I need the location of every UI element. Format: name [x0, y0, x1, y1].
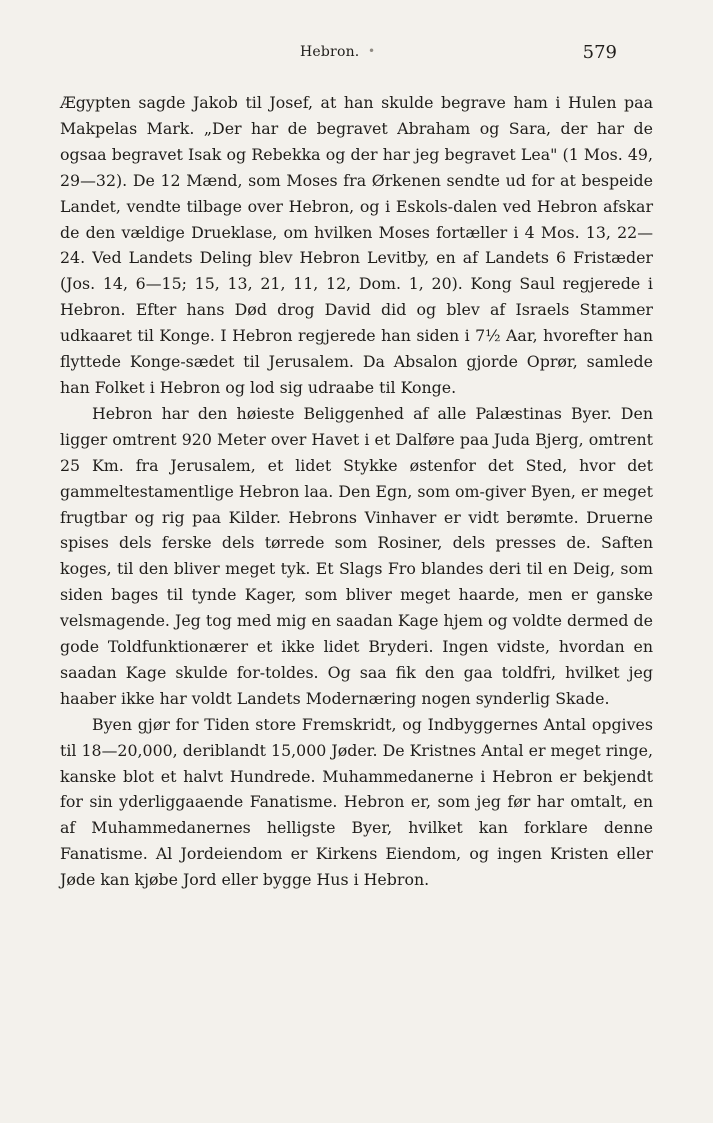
page-number: 579	[582, 42, 617, 63]
header-dot: •	[368, 44, 376, 58]
running-title: Hebron.	[300, 44, 360, 60]
paragraph-1: Ægypten sagde Jakob til Josef, at han skulde begrave ham i Hulen paa Makpelas Mark. „Der har de begravet Abraham og Sara, der har de ogsaa begravet Isak og Rebekka og der har jeg begravet Lea" (1 Mos. 49, 29—32). De 12 Mænd, som Moses fra Ørkenen sendte ud for at bespeide Landet, vendte tilbage over Hebron, og i Eskols-dalen ved Hebron afskar de den vældige Drueklase, om hvilken Moses fortæller i 4 Mos. 13, 22—24. Ved Landets Deling blev Hebron Levitby, en af Landets 6 Fristæder (Jos. 14, 6—15; 15, 13, 21, 11, 12, Dom. 1, 20). Kong Saul regjerede i Hebron. Efter hans Død drog David did og blev af Israels Stammer udkaaret til Konge. I Hebron regjerede han siden i 7½ Aar, hvorefter han flyttede Konge-sædet til Jerusalem. Da Absalon gjorde Oprør, samlede han Folket i Hebron og lod sig udraabe til Konge.	[60, 93, 653, 397]
paragraph-2: Hebron har den høieste Beliggenhed af alle Palæstinas Byer. Den ligger omtrent 920 Meter over Havet i et Dalføre paa Juda Bjerg, omtrent 25 Km. fra Jerusalem, et lidet Stykke østenfor det Sted, hvor det gammeltestamentlige Hebron laa. Den Egn, som om-giver Byen, er meget frugtbar og rig paa Kilder. Hebrons Vinhaver er vidt berømte. Druerne spises dels ferske dels tørrede som Rosiner, dels presses de. Saften koges, til den bliver meget tyk. Et Slags Fro blandes deri til en Deig, som siden bages til tynde Kager, som bliver meget haarde, men er ganske velsmagende. Jeg tog med mig en saadan Kage hjem og voldte dermed de gode Toldfunktionærer et ikke lidet Bryderi. Ingen vidste, hvordan en saadan Kage skulde for-toldes. Og saa fik den gaa toldfri, hvilket jeg haaber ikke har voldt Landets Modernæring nogen synderlig Skade.	[60, 403, 654, 708]
body-text	[60, 90, 653, 893]
paragraph-3: Byen gjør for Tiden store Fremskridt, og Indbyggernes Antal opgives til 18—20,000, deriblandt 15,000 Jøder. De Kristnes Antal er meget ringe, kanske blot et halvt Hundrede. Muhammedanerne i Hebron er bekjendt for sin yderliggaaende Fanatisme. Hebron er, som jeg før har omtalt, en af Muhammedanernes helligste Byer, hvilket kan forklare denne Fanatisme. Al Jordeiendom er Kirkens Eiendom, og ingen Kristen eller Jøde kan kjøbe Jord eller bygge Hus i Hebron.	[60, 714, 653, 890]
page-header	[0, 40, 713, 68]
